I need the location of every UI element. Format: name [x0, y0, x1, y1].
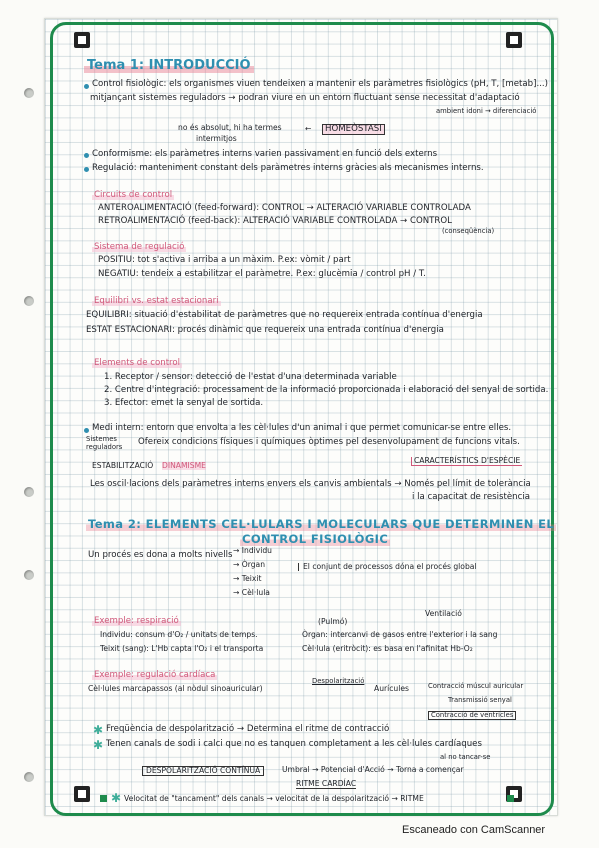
proces-global-note: El conjunt de processos dóna el procés global — [298, 563, 477, 571]
element-3: 3. Efector: emet la senyal de sortida. — [104, 398, 264, 408]
frequencia-line: Freqüència de despolarització → Determina el ritme de contracció — [106, 724, 390, 734]
element-1: 1. Receptor / sensor: detecció de l'estat d'una determinada variable — [104, 372, 397, 382]
scan-marker-bottom-left — [74, 786, 90, 802]
star-icon: ✱ — [93, 738, 104, 752]
bullet — [84, 153, 89, 158]
proces-line: Un procés es dona a molts nivells — [88, 550, 233, 560]
reguladors-note: reguladors — [86, 443, 123, 451]
star-icon: ✱ — [111, 791, 122, 805]
punch-hole — [24, 570, 34, 580]
homeostasi-note-1: no és absolut, hi ha termes — [178, 123, 282, 132]
exemple-respiracio-heading: Exemple: respiració — [94, 616, 179, 626]
control-fisiologic-line-1: Control fisiològic: els organismes viuen tendeixen a mantenir els paràmetres fisiològics (pH, T, [metab]...) — [92, 79, 549, 89]
transmissio-senyal: Transmissió senyal — [448, 696, 512, 704]
respiracio-organ: Òrgan: intercanvi de gasos entre l'exterior i la sang — [302, 630, 498, 639]
green-square-marker — [100, 795, 107, 802]
regulacio-line: Regulació: manteniment constant dels paràmetres interns gràcies als mecanismes interns. — [92, 163, 484, 173]
canals-line-2: al no tancar-se — [440, 753, 491, 761]
ritme-cardiac-label: RITME CARDÍAC — [296, 779, 357, 788]
exemple-cardiac-heading: Exemple: regulació cardíaca — [94, 670, 216, 680]
oscil-lacions-line-1: Les oscil·lacions dels paràmetres interns envers els canvis ambientals → Només pel límit de tolerància — [90, 479, 531, 489]
elements-heading: Elements de control — [94, 358, 181, 368]
circuits-heading: Circuits de control — [94, 190, 173, 200]
homeostasi-note-2: intermitjos — [196, 134, 237, 143]
nivell-individu: → Individu — [233, 546, 272, 555]
despolaritzacio-continua-box: DESPOLARITZACIÓ CONTÍNUA — [142, 766, 264, 776]
estat-estacionari-line: ESTAT ESTACIONARI: procés dinàmic que requereix una entrada contínua d'energia — [86, 325, 444, 335]
bullet — [84, 428, 89, 433]
positiu-line: POSITIU: tot s'activa i arriba a un màxim. P.ex: vòmit / part — [98, 255, 351, 265]
nivell-organ: → Òrgan — [233, 560, 266, 569]
bullet — [84, 167, 89, 172]
punch-hole — [24, 772, 34, 782]
velocitat-line: Velocitat de "tancament" dels canals → velocitat de la despolarització → RITME — [124, 794, 424, 803]
retroalimentacio-line: RETROALIMENTACIÓ (feed-back): ALTERACIÓ VARIABLE CONTROLADA → CONTROL — [98, 216, 452, 226]
tema-2-title-line-1: Tema 2: ELEMENTS CEL·LULARS I MOLECULARS QUE DETERMINEN EL — [88, 517, 555, 531]
cel-lules-marcapassos: Cèl·lules marcapassos (al nòdul sinoauricular) — [88, 684, 263, 693]
canals-line-1: Tenen canals de sodi i calci que no es tanquen completament a les cèl·lules cardíaques — [106, 739, 482, 749]
ambient-annotation: ambient idoni → diferenciació — [436, 107, 537, 115]
green-square-marker — [507, 795, 514, 802]
equilibri-heading: Equilibri vs. estat estacionari — [94, 296, 219, 306]
negatiu-line: NEGATIU: tendeix a estabilitzar el paràmetre. P.ex: glucèmia / control pH / T. — [98, 269, 426, 279]
respiracio-teixit: Teixit (sang): L'Hb capta l'O₂ i el transporta — [100, 644, 264, 653]
estabilitzacio-label: ESTABILITZACIÓ — [92, 461, 154, 470]
tema-1-title: Tema 1: INTRODUCCIÓ — [84, 58, 254, 73]
dinamisme-label: DINAMISME — [162, 461, 206, 470]
scanner-caption: Escaneado con CamScanner — [402, 824, 546, 836]
tema-2-title-line-2: CONTROL FISIOLÒGIC — [242, 532, 389, 546]
punch-hole — [24, 487, 34, 497]
sistemes-note: Sistemes — [86, 435, 117, 443]
nivell-cel-lula: → Cèl·lula — [233, 588, 270, 597]
punch-hole — [24, 296, 34, 306]
pulmo-label: (Pulmó) — [318, 617, 348, 626]
scan-marker-top-left — [74, 32, 90, 48]
cicle-potencial-accio: Umbral → Potencial d'Acció → Torna a començar — [282, 765, 464, 774]
element-2: 2. Centre d'integració: processament de la informació proporcionada i elaboració del senyal de sortida. — [104, 385, 549, 395]
anteroalimentacio-line: ANTEROALIMENTACIÓ (feed-forward): CONTROL → ALTERACIÓ VARIABLE CONTROLADA — [98, 203, 471, 213]
homeostasi-box: HOMEÒSTASI — [322, 124, 385, 135]
bullet — [84, 84, 89, 89]
medi-intern-line-1: Medi intern: entorn que envolta a les cèl·lules d'un animal i que permet comunicar-se entre elles. — [92, 423, 512, 433]
conformisme-line: Conformisme: els paràmetres interns varien passivament en funció dels externs — [92, 149, 438, 159]
arrow-to-homeostasi: ← — [305, 124, 312, 133]
contraccio-auricular: Contracció múscul auricular — [428, 682, 524, 690]
control-fisiologic-line-2: mitjançant sistemes reguladors → podran viure en un entorn fluctuant sense necessitat d'adaptació — [90, 93, 520, 103]
star-icon: ✱ — [93, 723, 104, 737]
scan-marker-top-right — [506, 32, 522, 48]
respiracio-cel-lula: Cèl·lula (eritròcit): es basa en l'afinitat Hb-O₂ — [302, 644, 473, 653]
nivell-teixit: → Teixit — [233, 574, 262, 583]
contraccio-ventricles: Contracció de ventricles — [428, 711, 516, 720]
despolaritzacio-label: Despolarització — [312, 677, 365, 685]
ventilacio-label: Ventilació — [425, 609, 462, 618]
oscil-lacions-line-2: i la capacitat de resistència — [412, 492, 530, 502]
retro-note: (conseqüència) — [442, 227, 495, 235]
punch-hole — [24, 88, 34, 98]
caracteristics-box: CARACTERÍSTICS D'ESPÈCIE — [411, 457, 522, 466]
medi-intern-line-2: Ofereix condicions físiques i químiques òptimes pel desenvolupament de funcions vitals. — [138, 437, 520, 447]
auricules-label: Aurícules — [374, 684, 409, 693]
sistema-heading: Sistema de regulació — [94, 242, 185, 252]
respiracio-individu: Individu: consum d'O₂ / unitats de temps. — [100, 630, 258, 639]
equilibri-line: EQUILIBRI: situació d'estabilitat de paràmetres que no requereix entrada contínua d'energia — [86, 310, 483, 320]
